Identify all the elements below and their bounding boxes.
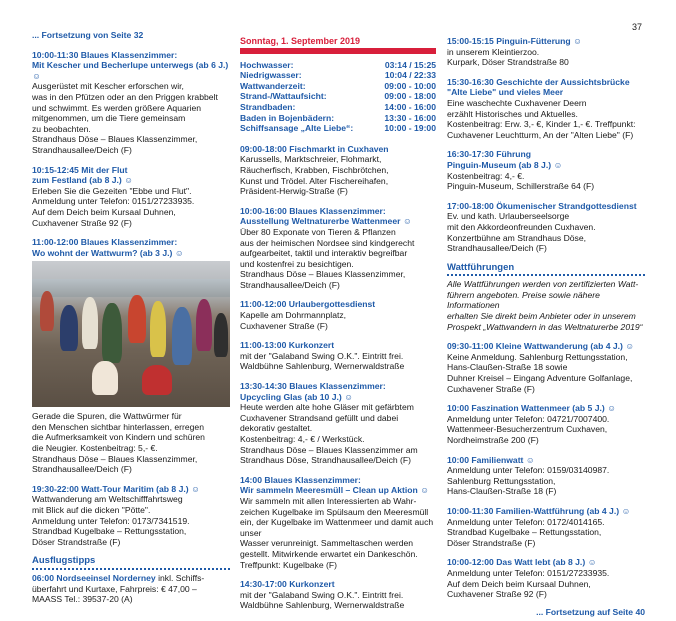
event-text: Anmeldung unter Telefon: 0151/27233935. — [447, 567, 610, 578]
event-item — [240, 381, 436, 466]
event-title: 10:00-12:00 Das Watt lebt (ab 8 J.) ☺ — [447, 557, 597, 568]
tide-label: Hochwasser: — [240, 59, 294, 70]
event-text: Strandbad Kugelbake – Rettungsstation, — [447, 527, 602, 538]
tide-label: Wattwanderzeit: — [240, 80, 306, 91]
event-text: Anmeldung unter Telefon: 04721/7007400. — [447, 413, 610, 424]
kids-icon: ☺ — [622, 341, 635, 352]
event-text: Cuxhavener Straße 92 (F) — [32, 217, 132, 228]
continued-from-note: ... Fortsetzung von Seite 32 — [32, 30, 144, 40]
event-item — [447, 341, 645, 394]
kids-icon: ☺ — [32, 70, 41, 81]
event-text: Pinguin-Museum, Schillerstraße 64 (F) — [447, 181, 595, 192]
page-number: 37 — [631, 22, 642, 32]
event-list-top — [447, 36, 645, 254]
kids-icon: ☺ — [619, 505, 631, 516]
event-text: Waldbühne Sahlenburg, Wernerwaldstraße — [240, 361, 405, 372]
event-subtitle: "Alte Liebe" und vieles Meer — [447, 87, 564, 98]
event-text: Strandhaus Döse – Blaues Klassenzimmer am — [240, 444, 418, 455]
event-text: erzählt Historisches und Aktuelles. — [447, 108, 578, 119]
event-text: Auf dem Deich beim Kursaal Duhnen, — [32, 206, 176, 217]
event-title: 17:00-18:00 Ökumenischer Strandgottesdienst — [447, 200, 637, 211]
event-text: Döser Strandstraße (F) — [32, 536, 121, 547]
event-subtitle: Wo wohnt der Wattwurm? (ab 3 J.) ☺ — [32, 247, 184, 258]
event-text: Wattenmeer-Besucherzentrum Cuxhaven, — [447, 424, 608, 435]
tide-value: 13:30 - 16:00 — [384, 112, 436, 123]
intro-line: führern angeboten. Preise sowie nähere Informationen — [447, 289, 600, 311]
event-text: Ausgerüstet mit Kescher erforschen wir, — [32, 81, 184, 92]
tide-value: 10:04 / 22:33 — [384, 70, 436, 81]
tide-label: Schiffsansage „Alte Liebe“: — [240, 123, 354, 134]
event-title: 10:00-16:00 Blaues Klassenzimmer: — [240, 205, 386, 216]
kids-icon: ☺ — [570, 36, 582, 46]
event-text: Cuxhavener Straße (F) — [447, 383, 535, 394]
event-item — [32, 484, 230, 548]
event-title: 14:00 Blaues Klassenzimmer: — [240, 474, 361, 485]
event-subtitle: Ausstellung Weltnaturerbe Wattenmeer ☺ — [240, 216, 412, 227]
kids-icon: ☺ — [523, 454, 535, 465]
event-text: Strandhausallee/Deich (F) — [240, 279, 340, 290]
event-item — [447, 77, 645, 141]
event-text: Konzertbühne am Strandhaus Döse, — [447, 232, 587, 243]
ausflug-text: überfahrt und Kurtaxe, Fahrpreis: € 47,00 – — [32, 583, 197, 594]
event-text: aufgearbeitet, taktil und interaktiv begreifbar — [240, 248, 408, 259]
event-title: 11:00-13:00 Kurkonzert — [240, 340, 335, 351]
event-subtitle: Wir sammeln Meeresmüll – Clean up Aktion ☺ — [240, 485, 429, 496]
event-text: Über 80 Exponate von Tieren & Pflanzen — [240, 226, 396, 237]
event-text: dekorativ gestaltet. — [240, 423, 313, 434]
event-text: Kostenbeitrag: Erw. 3,- €, Kinder 1,- €. Treffpunkt: — [447, 119, 636, 130]
kids-icon: ☺ — [400, 216, 412, 227]
kids-icon: ☺ — [121, 175, 133, 186]
tide-row — [240, 60, 436, 71]
event-text: Karussells, Marktschreier, Flohmarkt, — [240, 154, 382, 165]
event-text: Treffpunkt: Kugelbake (F) — [240, 559, 337, 570]
event-text: Räucherfisch, Krabben, Fischbrötchen, — [240, 164, 389, 175]
caption-line: Gerade die Spuren, die Wattwürmer für — [32, 411, 182, 422]
event-text: Kurpark, Döser Strandstraße 80 — [447, 57, 569, 68]
tide-label: Niedrigwasser: — [240, 70, 302, 81]
event-text: Sahlenburg Rettungsstation, — [447, 475, 556, 486]
event-text: Cuxhavener Strandsand gefüllt und dabei — [240, 412, 399, 423]
event-item — [447, 201, 645, 254]
caption-line: die Aufmerksamkeit von Kindern und schüren — [32, 432, 205, 443]
tide-value: 09:00 - 18:00 — [384, 91, 436, 102]
event-text: Kostenbeitrag: 4,- € / Werkstück. — [240, 434, 365, 444]
event-title: 15:30-16:30 Geschichte der Aussichtsbrücke — [447, 76, 630, 87]
event-title: 16:30-17:30 Führung — [447, 149, 532, 160]
caption-line: Strandhausallee/Deich (F) — [32, 464, 132, 475]
column-2 — [240, 36, 436, 620]
event-text: Hans-Claußen-Straße 18 (F) — [447, 486, 557, 497]
event-text: Strandbad Kugelbake – Rettungsstation, — [32, 526, 187, 537]
event-item — [240, 144, 436, 197]
tide-row — [240, 113, 436, 124]
event-text: mit den Akkordeonfreunden Cuxhaven. — [447, 221, 596, 232]
event-title: 09:30-11:00 Kleine Wattwanderung (ab 4 J.) ☺ — [447, 341, 635, 352]
column-1 — [32, 30, 230, 614]
event-item — [447, 455, 645, 497]
caption-line: die Neugier. Kostenbeitrag: 5,- €. — [32, 443, 158, 454]
event-title: 10:00 Familienwatt ☺ — [447, 454, 535, 465]
event-item — [447, 403, 645, 445]
tide-row — [240, 91, 436, 102]
event-text: Wattwanderung am Weltschifffahrtsweg — [32, 494, 183, 505]
event-title: 10:00 Faszination Wattenmeer (ab 5 J.) ☺ — [447, 403, 616, 414]
event-text: Ev. und kath. Urlauberseelsorge — [447, 211, 570, 222]
event-text: Anmeldung unter Telefon: 0159/03140987. — [447, 465, 610, 476]
event-text: Strandhaus Döse – Blaues Klassenzimmer, — [32, 134, 198, 145]
event-text: Duhner Kreisel – Eingang Adventure Golfanlage, — [447, 373, 633, 384]
event-item — [447, 506, 645, 548]
tide-value: 14:00 - 16:00 — [384, 101, 436, 112]
event-text: gestellt. Mitwirkende erwartet ein Dankeschön. — [240, 548, 418, 559]
event-text: Nordheimstraße 200 (F) — [447, 435, 539, 445]
intro-line: Alle Wattführungen werden von zertifizierten Watt- — [447, 279, 639, 290]
event-text: Strandhaus Döse – Blaues Klassenzimmer, — [240, 269, 406, 280]
watt-intro — [447, 279, 645, 332]
event-text: mit der "Galaband Swing O.K.". Eintritt frei. — [240, 350, 404, 361]
event-list-bottom — [32, 484, 230, 548]
ausflug-title: 06:00 Nordseeinsel Norderney — [32, 573, 156, 583]
event-text: Döser Strandstraße (F) — [447, 537, 536, 548]
event-text: zu beobachten. — [32, 123, 91, 134]
tide-row — [240, 70, 436, 81]
event-item — [32, 50, 230, 156]
date-header: Sonntag, 1. September 2019 — [240, 36, 436, 54]
event-text: Wasser verunreinigt. Sammeltaschen werden — [240, 538, 414, 549]
event-title: 15:00-15:15 Pinguin-Fütterung ☺ — [447, 36, 582, 46]
event-title: 14:30-17:00 Kurkonzert — [240, 579, 335, 590]
wattwurm-photo — [32, 261, 230, 407]
event-text: Anmeldung unter Telefon: 0151/27233935. — [32, 196, 195, 207]
section-title-wattfuehrungen: Wattführungen — [447, 263, 645, 277]
tide-value: 10:00 - 19:00 — [384, 123, 436, 134]
event-item — [240, 206, 436, 291]
tide-row — [240, 81, 436, 92]
event-text: Kunst und Trödel. Alter Fischereihafen, — [240, 175, 389, 186]
event-text: mit Blick auf die dicken "Pötte". — [32, 505, 151, 516]
event-item — [240, 475, 436, 570]
kids-icon: ☺ — [417, 485, 429, 496]
tide-label: Strandbaden: — [240, 101, 296, 112]
kids-icon: ☺ — [341, 391, 353, 402]
event-title: 10:15-12:45 Mit der Flut — [32, 164, 128, 175]
event-text: Strandhausallee/Deich (F) — [447, 243, 547, 254]
event-subtitle: Upcycling Glas (ab 10 J.) ☺ — [240, 391, 353, 402]
kids-icon: ☺ — [585, 557, 597, 568]
caption-line: Strandhaus Döse – Blaues Klassenzimmer, — [32, 453, 198, 464]
event-text: Kapelle am Dohrmannplatz, — [240, 310, 347, 321]
event-text: Strandhausallee/Deich (F) — [32, 144, 132, 155]
tide-label: Strand-/Wattaufsicht: — [240, 91, 327, 102]
event-item — [240, 299, 436, 331]
event-item — [447, 149, 645, 191]
event-title: 09:00-18:00 Fischmarkt in Cuxhaven — [240, 143, 389, 154]
event-text: Cuxhavener Leuchtturm, An der "Alten Liebe" (F) — [447, 129, 634, 140]
event-text: Strandhaus Döse, Strandhausallee/Deich (F) — [240, 455, 412, 466]
ausflug-text: MAASS Tel.: 39537-20 (A) — [32, 594, 133, 605]
event-text: ein, der Kugelbake im Wattenmeer und damit auch unser — [240, 517, 434, 538]
event-text: mit der "Galaband Swing O.K.". Eintritt frei. — [240, 589, 404, 600]
event-text: Heute werden alte hohe Gläser mit gefärbtem — [240, 402, 414, 413]
event-title: 19:30-22:00 Watt-Tour Maritim (ab 8 J.) ☺ — [32, 483, 200, 494]
event-text: in unserem Kleintierzoo. — [447, 46, 540, 57]
event-list — [240, 144, 436, 611]
intro-line: erhalten Sie direkt beim Anbieter oder in unserem — [447, 311, 636, 322]
event-text: Präsident-Herwig-Straße (F) — [240, 186, 348, 197]
continued-to-note: ... Fortsetzung auf Seite 40 — [536, 606, 645, 617]
tide-table — [240, 60, 436, 134]
event-text: Cuxhavener Straße (F) — [240, 320, 328, 331]
event-text: Auf dem Deich beim Kursaal Duhnen, — [447, 578, 591, 589]
event-list-top — [32, 50, 230, 259]
event-text: Eine waschechte Cuxhavener Deern — [447, 97, 587, 108]
event-title: 10:00-11:30 Familien-Wattführung (ab 4 J.) ☺ — [447, 505, 631, 516]
event-text: Anmeldung unter Telefon: 0172/4014165. — [447, 516, 605, 527]
tide-label: Baden in Bojenbädern: — [240, 112, 335, 123]
event-text: Keine Anmeldung. Sahlenburg Rettungsstation, — [447, 351, 628, 362]
kids-icon: ☺ — [188, 483, 200, 494]
tide-row — [240, 102, 436, 113]
event-text: zeichen Kugelbake im Spülsaum den Meeresmüll — [240, 506, 429, 517]
column-3 — [447, 36, 645, 617]
event-text: und schwimmt. Es werden größere Aquarien — [32, 102, 202, 113]
tide-row — [240, 123, 436, 134]
event-item — [240, 340, 436, 372]
event-text: Hans-Claußen-Straße 18 sowie — [447, 362, 568, 373]
intro-line: Prospekt „Wattwandern in das Weltnaturerbe 2019“ — [447, 321, 643, 332]
event-text: Cuxhavener Straße 92 (F) — [447, 589, 547, 600]
event-text: aus der heimischen Nordsee sind kindgerecht — [240, 237, 415, 248]
event-title: 11:00-12:00 Blaues Klassenzimmer: — [32, 237, 178, 248]
tide-value: 03:14 / 15:25 — [384, 59, 436, 70]
event-text: Kostenbeitrag: 4,- €. — [447, 170, 525, 181]
ausflug-title-rest: inkl. Schiffs- — [155, 573, 205, 583]
event-text: Anmeldung unter Telefon: 0173/7341519. — [32, 515, 190, 526]
event-title: 11:00-12:00 Urlaubergottesdienst — [240, 299, 376, 310]
event-text: was in den Pfützen oder an den Priggen krabbelt — [32, 91, 218, 102]
event-item — [32, 237, 230, 258]
event-subtitle: Pinguin-Museum (ab 8 J.) ☺ — [447, 159, 563, 170]
event-item — [447, 557, 645, 599]
event-subtitle: zum Festland (ab 8 J.) ☺ — [32, 175, 133, 186]
event-item — [32, 165, 230, 229]
event-subtitle: Mit Kescher und Becherlupe unterwegs (ab 6 J.) ☺ — [32, 60, 229, 81]
event-list-bottom — [447, 341, 645, 599]
section-title-ausflugstipps: Ausflugstipps — [32, 556, 230, 570]
event-title: 10:00-11:30 Blaues Klassenzimmer: — [32, 49, 178, 60]
event-text: Waldbühne Sahlenburg, Wernerwaldstraße — [240, 600, 405, 611]
ausflug-item — [32, 573, 230, 605]
event-item — [240, 579, 436, 611]
kids-icon: ☺ — [172, 247, 184, 258]
event-text: mitgenommen, um die Tiere gemeinsam — [32, 113, 186, 124]
event-item — [447, 36, 645, 68]
event-text: Wir sammeln mit allen Interessierten ab Wahr- — [240, 495, 417, 506]
kids-icon: ☺ — [604, 403, 616, 414]
kids-icon: ☺ — [551, 159, 563, 170]
event-title: 13:30-14:30 Blaues Klassenzimmer: — [240, 381, 386, 392]
event-text: Erleben Sie die Gezeiten "Ebbe und Flut". — [32, 185, 192, 196]
photo-caption — [32, 411, 230, 475]
tide-value: 09:00 - 10:00 — [384, 80, 436, 91]
caption-line: den Menschen sichtbar hinterlassen, erregen — [32, 421, 204, 432]
event-text: und kostenfrei zu besichtigen. — [240, 258, 354, 269]
